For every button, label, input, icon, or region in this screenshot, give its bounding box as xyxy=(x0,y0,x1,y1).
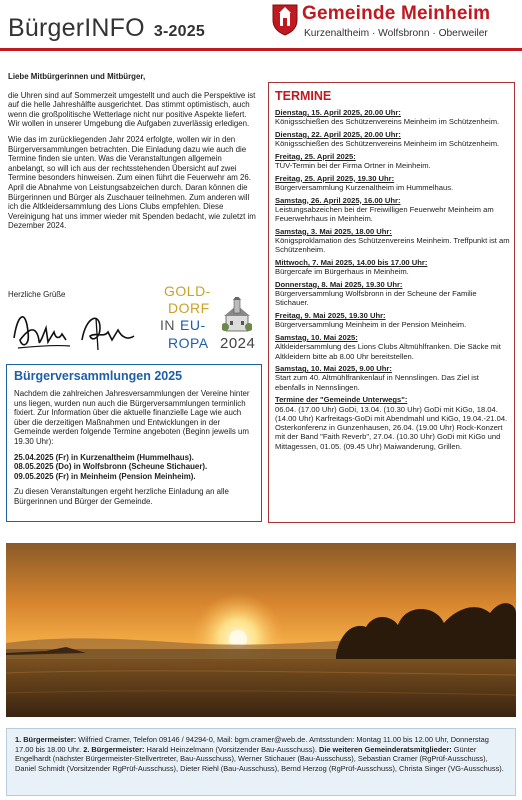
assembly-date: 08.05.2025 (Do) in Wolfsbronn (Scheune Stichauer). xyxy=(14,462,208,472)
council-members-text: Günter Engelhardt (nächster Bürgermeister-Stellvertreter, Bau-Ausschuss), Werner Stichauer (Bau-Ausschuss), Sebastian Cramer (RgPrüf-Ausschuss), Daniel Schmidt (Vorsitzender RgPrüf-Ausschuss), Dieter Riehl (Bau-Ausschuss), Bernd Herzog (RgPrüf-Ausschuss), Christa Singer (VG-Ausschuss). xyxy=(15,744,504,773)
event-date: Samstag, 10. Mai 2025, 9.00 Uhr: xyxy=(275,364,392,374)
badge-line4: ROPA xyxy=(168,335,209,351)
sunset-landscape-image xyxy=(6,543,516,717)
council-label: Die weiteren Gemeinderatsmitglieder: xyxy=(319,744,452,754)
badge-line1: GOLD- xyxy=(164,283,211,299)
assemblies-title: Bürgerversammlungen 2025 xyxy=(14,369,183,383)
event-item xyxy=(275,196,511,224)
mayor1-label: 1. Bürgermeister: xyxy=(15,735,77,744)
municipality-subtitle: Kurzenaltheim · Wolfsbronn · Oberweiler xyxy=(304,28,488,39)
title-text: BürgerINFO xyxy=(8,14,145,42)
assembly-date: 09.05.2025 (Fr) in Meinheim (Pension Meinheim). xyxy=(14,471,196,481)
event-date: Termine der "Gemeinde Unterwegs": xyxy=(275,395,408,405)
letter-salutation: Liebe Mitbürgerinnen und Mitbürger, xyxy=(8,72,146,81)
event-item xyxy=(275,174,511,193)
mayor2-text: Harald Heinzelmann (Vorsitzender Bau-Ausschuss). xyxy=(144,744,319,754)
mayor2-label: 2. Bürgermeister: xyxy=(83,744,145,754)
badge-line3a: IN xyxy=(160,317,175,333)
event-date: Freitag, 25. April 2025: xyxy=(275,151,356,161)
event-text: Königsschießen des Schützenvereins Meinheim im Schützenheim. xyxy=(275,117,500,127)
event-date: Dienstag, 22. April 2025, 20.00 Uhr: xyxy=(275,129,401,139)
event-text: Bürgerversammlung Meinheim in der Pension Meinheim. xyxy=(275,320,467,330)
events-box xyxy=(268,82,515,523)
event-date: Freitag, 9. Mai 2025, 19.30 Uhr: xyxy=(275,311,386,321)
assemblies-box xyxy=(6,364,262,522)
coat-of-arms-icon xyxy=(272,4,298,36)
event-item xyxy=(275,227,511,255)
event-date: Samstag, 3. Mai 2025, 18.00 Uhr: xyxy=(275,226,392,236)
mayor-letter xyxy=(8,72,260,237)
event-text: Königsproklamation des Schützenvereins Meinheim. Treffpunkt ist am Schützenheim. xyxy=(275,236,510,255)
event-item xyxy=(275,258,511,277)
event-text: Bürgerversammlung Kurzenaltheim im Hummelhaus. xyxy=(275,182,454,192)
council-footer xyxy=(6,728,516,796)
event-text: Bürgerversammlung Wolfsbronn in der Scheune der Familie Stichauer. xyxy=(275,289,477,308)
event-date: Mittwoch, 7. Mai 2025, 14.00 bis 17.00 Uhr: xyxy=(275,257,428,267)
event-text: Bürgercafe im Bürgerhaus in Meinheim. xyxy=(275,267,409,277)
letter-paragraph: Wie das im zurückliegenden Jahr 2024 erfolgte, wollen wir in den Bürgerversammlungen betrachten. Die Einladung dazu wie auch die Termine finden sie unten. Was die Veranstaltungen allgemein anbelangt, so will ich aus der rechtsstehenden Übersicht auf zwei Termine besonders hinweisen. Zum einen führt die Feuerwehr am 26. April die Abnahme von Leistungsabzeichen durch. Daran können die Bürgerinnen und Bürger als Zuschauer teilnehmen. Zum anderen will ich die Altkleidersammlung des Lions Clubs empfehlen. Diese Vereinigung hat uns immer wieder mit Spenden bedacht, wie zuletzt im Dezember 2024. xyxy=(8,134,256,231)
page-header xyxy=(0,0,522,50)
newsletter-title xyxy=(8,14,205,43)
event-item xyxy=(275,108,511,127)
event-item xyxy=(275,311,511,330)
event-date: Samstag, 10. Mai 2025: xyxy=(275,332,358,342)
golddorf-europa-badge xyxy=(158,283,262,355)
event-text: TÜV-Termin bei der Firma Ortner in Meinheim. xyxy=(275,161,431,171)
event-date: Freitag, 25. April 2025, 19.30 Uhr: xyxy=(275,173,395,183)
event-item xyxy=(275,395,511,451)
church-icon xyxy=(222,297,252,333)
assemblies-intro: Nachdem die zahlreichen Jahresversammlungen der Vereine hinter uns liegen, wurden nun auch die Bürgerversammlungen terminlich fixiert. Zur Information über die aktuelle finanzielle Lage wie auch über die derzeitigen Maßnahmen und Entwicklungen in der Gemeinde werden folgende Termine angeboten (Beginn jeweils um 19.30 Uhr): xyxy=(14,389,250,446)
signatures-image xyxy=(8,302,148,356)
assemblies-dates xyxy=(14,453,258,482)
events-title: TERMINE xyxy=(275,89,332,103)
assemblies-body xyxy=(14,389,258,513)
event-item xyxy=(275,364,511,392)
badge-line3b: EU- xyxy=(180,317,206,333)
event-text: Königsschießen des Schützenvereins Meinheim im Schützenheim. xyxy=(275,139,500,149)
badge-year: 2024 xyxy=(220,335,256,352)
event-item xyxy=(275,130,511,149)
event-date: Dienstag, 15. April 2025, 20.00 Uhr: xyxy=(275,108,401,117)
event-item xyxy=(275,333,511,361)
event-item xyxy=(275,152,511,171)
event-text: Leistungsabzeichen bei der Freiwilligen Feuerwehr Meinheim am Feuerwehrhaus in Meinheim. xyxy=(275,204,494,224)
events-list xyxy=(275,108,511,454)
issue-number: 3-2025 xyxy=(153,23,205,40)
header-divider xyxy=(0,48,522,51)
event-text: Altkleidersammlung des Lions Clubs Altmühlfranken. Die Säcke mit Altkleidern bitte ab 8.00 Uhr bereitstellen. xyxy=(275,342,501,361)
event-date: Donnerstag, 8. Mai 2025, 19.30 Uhr: xyxy=(275,279,403,289)
municipality-name: Gemeinde Meinheim xyxy=(302,3,491,24)
event-date: Samstag, 26. April 2025, 16.00 Uhr: xyxy=(275,195,401,205)
badge-line2: DORF xyxy=(168,300,210,316)
event-text: 06.04. (17.00 Uhr) GoDi, 13.04. (10.30 Uhr) GoDi mit KiGo, 18.04. (14.00 Uhr) Karfreitags-GoDi mit Abendmahl und KiGo, 19.04.-21.04. Osterkonferenz in Gunzenhausen, 26.04. (19.00 Uhr) Rock-Konzert mit der Band "Faith Reverb", 27.04. (10.30 Uhr) GoDi mit KiGo und Mittagessen, 01.05. (09.45 Uhr) Maiwanderung, Grillen. xyxy=(275,404,508,451)
event-text: Start zum 40. Altmühlfrankenlauf in Nennslingen. Das Ziel ist ebenfalls in Nennslingen. xyxy=(275,373,479,392)
mayor1-text: Wilfried Cramer, Telefon 09146 / 94294-0, Mail: bgm.cramer@web.de. Amtsstunden: Montag 11.00 bis 12.00 Uhr, Donnerstag 17.00 bis 18.00 Uhr. xyxy=(15,735,489,754)
event-item xyxy=(275,280,511,308)
assemblies-outro: Zu diesen Veranstaltungen ergeht herzliche Einladung an alle Bürgerinnen und Bürger der Gemeinde. xyxy=(14,487,229,506)
letter-closing: Herzliche Grüße xyxy=(8,290,66,299)
assembly-date: 25.04.2025 (Fr) in Kurzenaltheim (Hummelhaus). xyxy=(14,452,194,462)
letter-paragraph: die Uhren sind auf Sommerzeit umgestellt und auch die Perspektive ist auf die helle Jahreshälfte ausgerichtet. Das stimmt optimistisch, auch wenn die großpolitische Wetterlage nicht nur positive Aspekte liefert. Wir wollen in unserer Umgebung die Aufgaben zuverlässig erledigen. xyxy=(8,90,256,129)
